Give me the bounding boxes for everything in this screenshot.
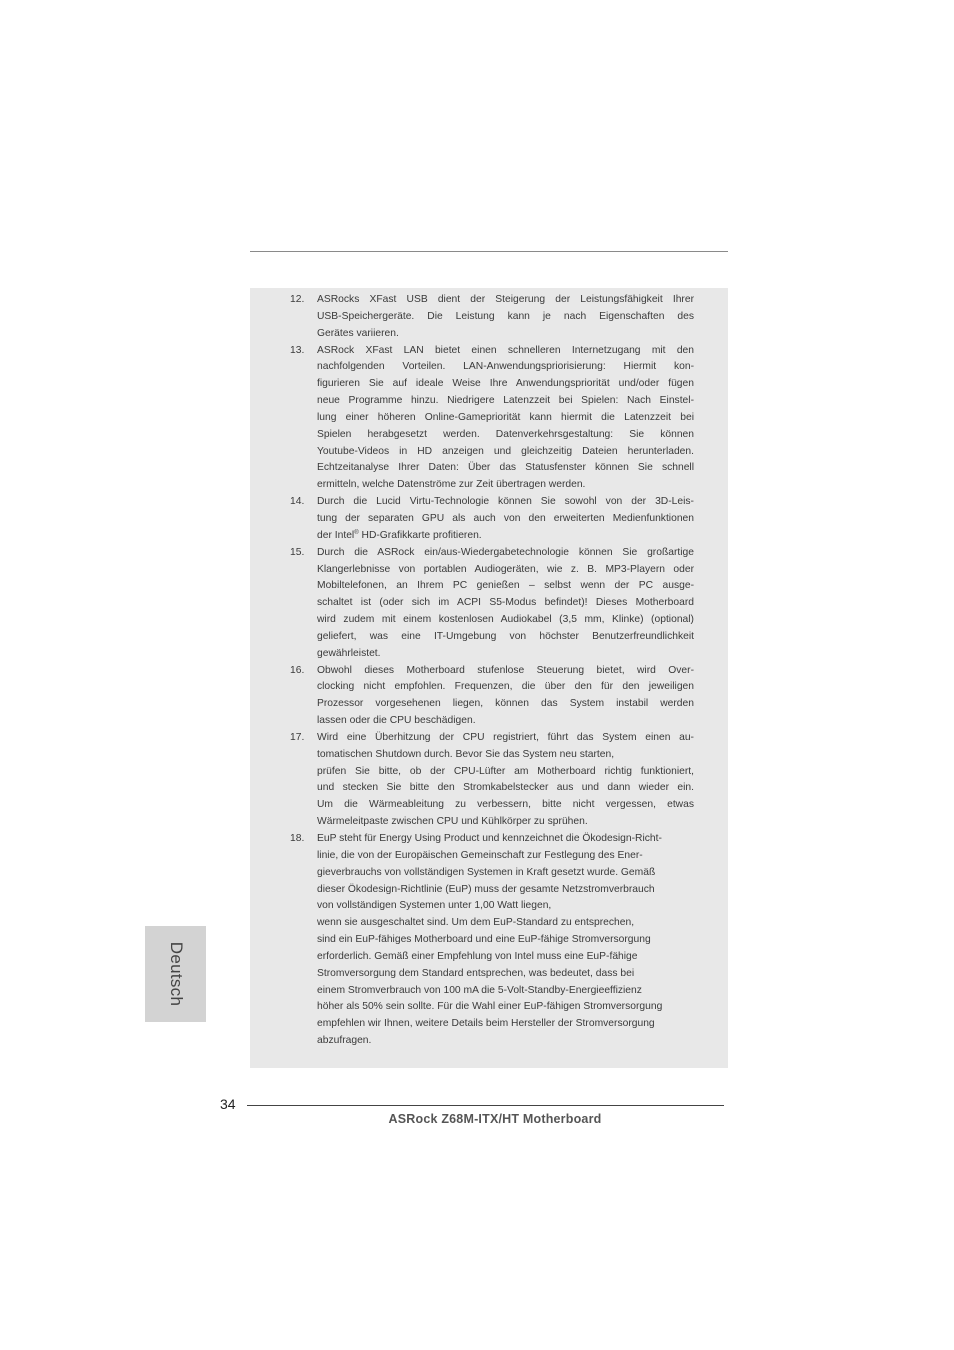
registered-mark: ®: [354, 529, 359, 536]
text-line: Wird eine Überhitzung der CPU registriert, führt das System einen au-: [317, 731, 694, 743]
text-line: von vollständigen Systemen unter 1,00 Watt liegen,: [317, 900, 552, 912]
list-item: [290, 831, 694, 1050]
footer-title: ASRock Z68M-ITX/HT Motherboard: [388, 1112, 602, 1126]
text-line: erforderlich. Gemäß einer Empfehlung von Intel muss eine EuP-fähige: [317, 950, 638, 962]
text-line: clocking nicht empfohlen. Frequenzen, die über den für den jeweiligen: [317, 681, 694, 693]
list-item: [290, 663, 694, 730]
list-item: [290, 730, 694, 831]
text-fragment: HD-Grafikkarte profitieren.: [358, 529, 482, 541]
text-line: prüfen Sie bitte, ob der CPU-Lüfter am Motherboard richtig funktioniert,: [317, 765, 694, 777]
text-line: wird zudem mit einem kostenlosen Audiokabel (3,5 mm, Klinke) (optional): [317, 614, 694, 626]
list-item: [290, 494, 694, 545]
text-line: tung der separaten GPU als auch von den erweiterten Medienfunktionen: [317, 512, 694, 524]
text-line: abzufragen.: [317, 1035, 372, 1047]
text-line: USB-Speichergeräte. Die Leistung kann je nach Eigenschaften des: [317, 310, 694, 322]
text-line: gewährleistet.: [317, 647, 381, 659]
item-number: 15.: [290, 546, 305, 558]
list-item: [290, 343, 694, 495]
text-line: lassen oder die CPU beschädigen.: [317, 715, 476, 727]
text-line: Gerätes variieren.: [317, 327, 399, 339]
top-divider: [250, 251, 728, 252]
text-line: sind ein EuP-fähiges Motherboard und eine EuP-fähige Stromversorgung: [317, 934, 651, 946]
text-line: EuP steht für Energy Using Product und kennzeichnet die Ökodesign-Richt-: [317, 833, 662, 844]
text-line: Prozessor vorgesehenen liegen, können das System instabil werden: [317, 698, 694, 710]
text-line: Stromversorgung dem Standard entsprechen, was bedeutet, dass bei: [317, 967, 635, 979]
language-tab: [145, 926, 206, 1022]
text-line: ASRocks XFast USB dient der Steigerung der Leistungsfähigkeit Ihrer: [317, 294, 694, 305]
text-line: Obwohl dieses Motherboard stufenlose Steuerung bietet, wird Over-: [317, 664, 694, 676]
text-line: empfehlen wir Ihnen, weitere Details beim Hersteller der Stromversorgung: [317, 1018, 655, 1030]
text-line: und stecken Sie bitte den Stromkabelstecker aus und dann wieder ein.: [317, 782, 694, 794]
text-line: figurieren Sie auf ideale Weise Ihre Anwendungspriorität und/oder fügen: [317, 378, 694, 390]
text-line: tomatischen Shutdown durch. Bevor Sie das System neu starten,: [317, 748, 615, 760]
text-line: dieser Ökodesign-Richtlinie (EuP) muss der gesamte Netzstromverbrauch: [317, 883, 655, 895]
item-number: 13.: [290, 344, 305, 356]
text-line: [317, 528, 694, 545]
footer-divider: [247, 1105, 724, 1106]
text-fragment: der Intel: [317, 529, 355, 541]
page-number: 34: [220, 1096, 236, 1112]
text-line: nachfolgenden Vorteilen. LAN-Anwendungspriorisierung: Hiermit kon-: [317, 361, 694, 373]
text-line: einem Stromverbrauch von 100 mA die 5-Volt-Standby-Energieeffizienz: [317, 984, 642, 996]
text-line: schaltet ist (oder sich im ACPI S5-Modus befindet)! Dieses Motherboard: [317, 597, 694, 609]
item-number: 18.: [290, 833, 305, 844]
text-line: Durch die ASRock ein/aus-Wiedergabetechnologie können Sie großartige: [317, 546, 694, 558]
list-item: [290, 545, 694, 663]
language-tab-label: Deutsch: [166, 941, 186, 1007]
text-line: Youtube-Videos in HD anzeigen und gleichzeitig Dateien herunterladen.: [317, 445, 694, 457]
text-line: ASRock XFast LAN bietet einen schnelleren Internetzugang mit den: [317, 344, 694, 356]
text-line: Wärmeleitpaste zwischen CPU und Kühlkörper zu sprühen.: [317, 816, 588, 828]
text-line: Um die Wärmeableitung zu verbessern, bitte nicht vergessen, etwas: [317, 799, 694, 811]
text-line: gieverbrauchs von vollständigen Systemen in Kraft gesetzt wurde. Gemäß: [317, 866, 656, 878]
text-line: Mobiltelefonen, an Ihrem PC genießen – selbst wenn der PC ausge-: [317, 580, 694, 592]
item-number: 14.: [290, 496, 305, 508]
text-line: Spielen herabgesetzt werden. Datenverkehrsgestaltung: Sie können: [317, 428, 694, 440]
text-line: Durch die Lucid Virtu-Technologie können Sie sowohl von der 3D-Leis-: [317, 496, 694, 508]
text-line: höher als 50% sein sollte. Für die Wahl einer EuP-fähigen Stromversorgung: [317, 1001, 663, 1013]
text-line: lung einer höheren Online-Gamepriorität kann hiermit die Latenzzeit bei: [317, 411, 694, 423]
text-line: geliefert, was eine IT-Umgebung von höchster Benutzerfreundlichkeit: [317, 630, 694, 642]
list-item: [290, 292, 694, 343]
text-line: linie, die von der Europäischen Gemeinschaft zur Festlegung des Ener-: [317, 849, 643, 861]
text-line: Echtzeitanalyse Ihrer Daten: Über das Statusfenster können Sie schnell: [317, 462, 694, 474]
item-number: 16.: [290, 664, 305, 676]
item-number: 12.: [290, 294, 305, 305]
text-line: neue Programme hinzu. Niedrigere Latenzzeit bei Spielen: Nach Einstel-: [317, 395, 694, 407]
notes-list: [250, 288, 728, 1068]
text-line: Klangerlebnisse von portablen Audiogeräten, wie z. B. MP3-Playern oder: [317, 563, 694, 575]
item-number: 17.: [290, 731, 305, 743]
text-line: wenn sie ausgeschaltet sind. Um dem EuP-Standard zu entsprechen,: [317, 917, 635, 929]
text-line: ermitteln, welche Datenströme zur Zeit übertragen werden.: [317, 479, 586, 491]
